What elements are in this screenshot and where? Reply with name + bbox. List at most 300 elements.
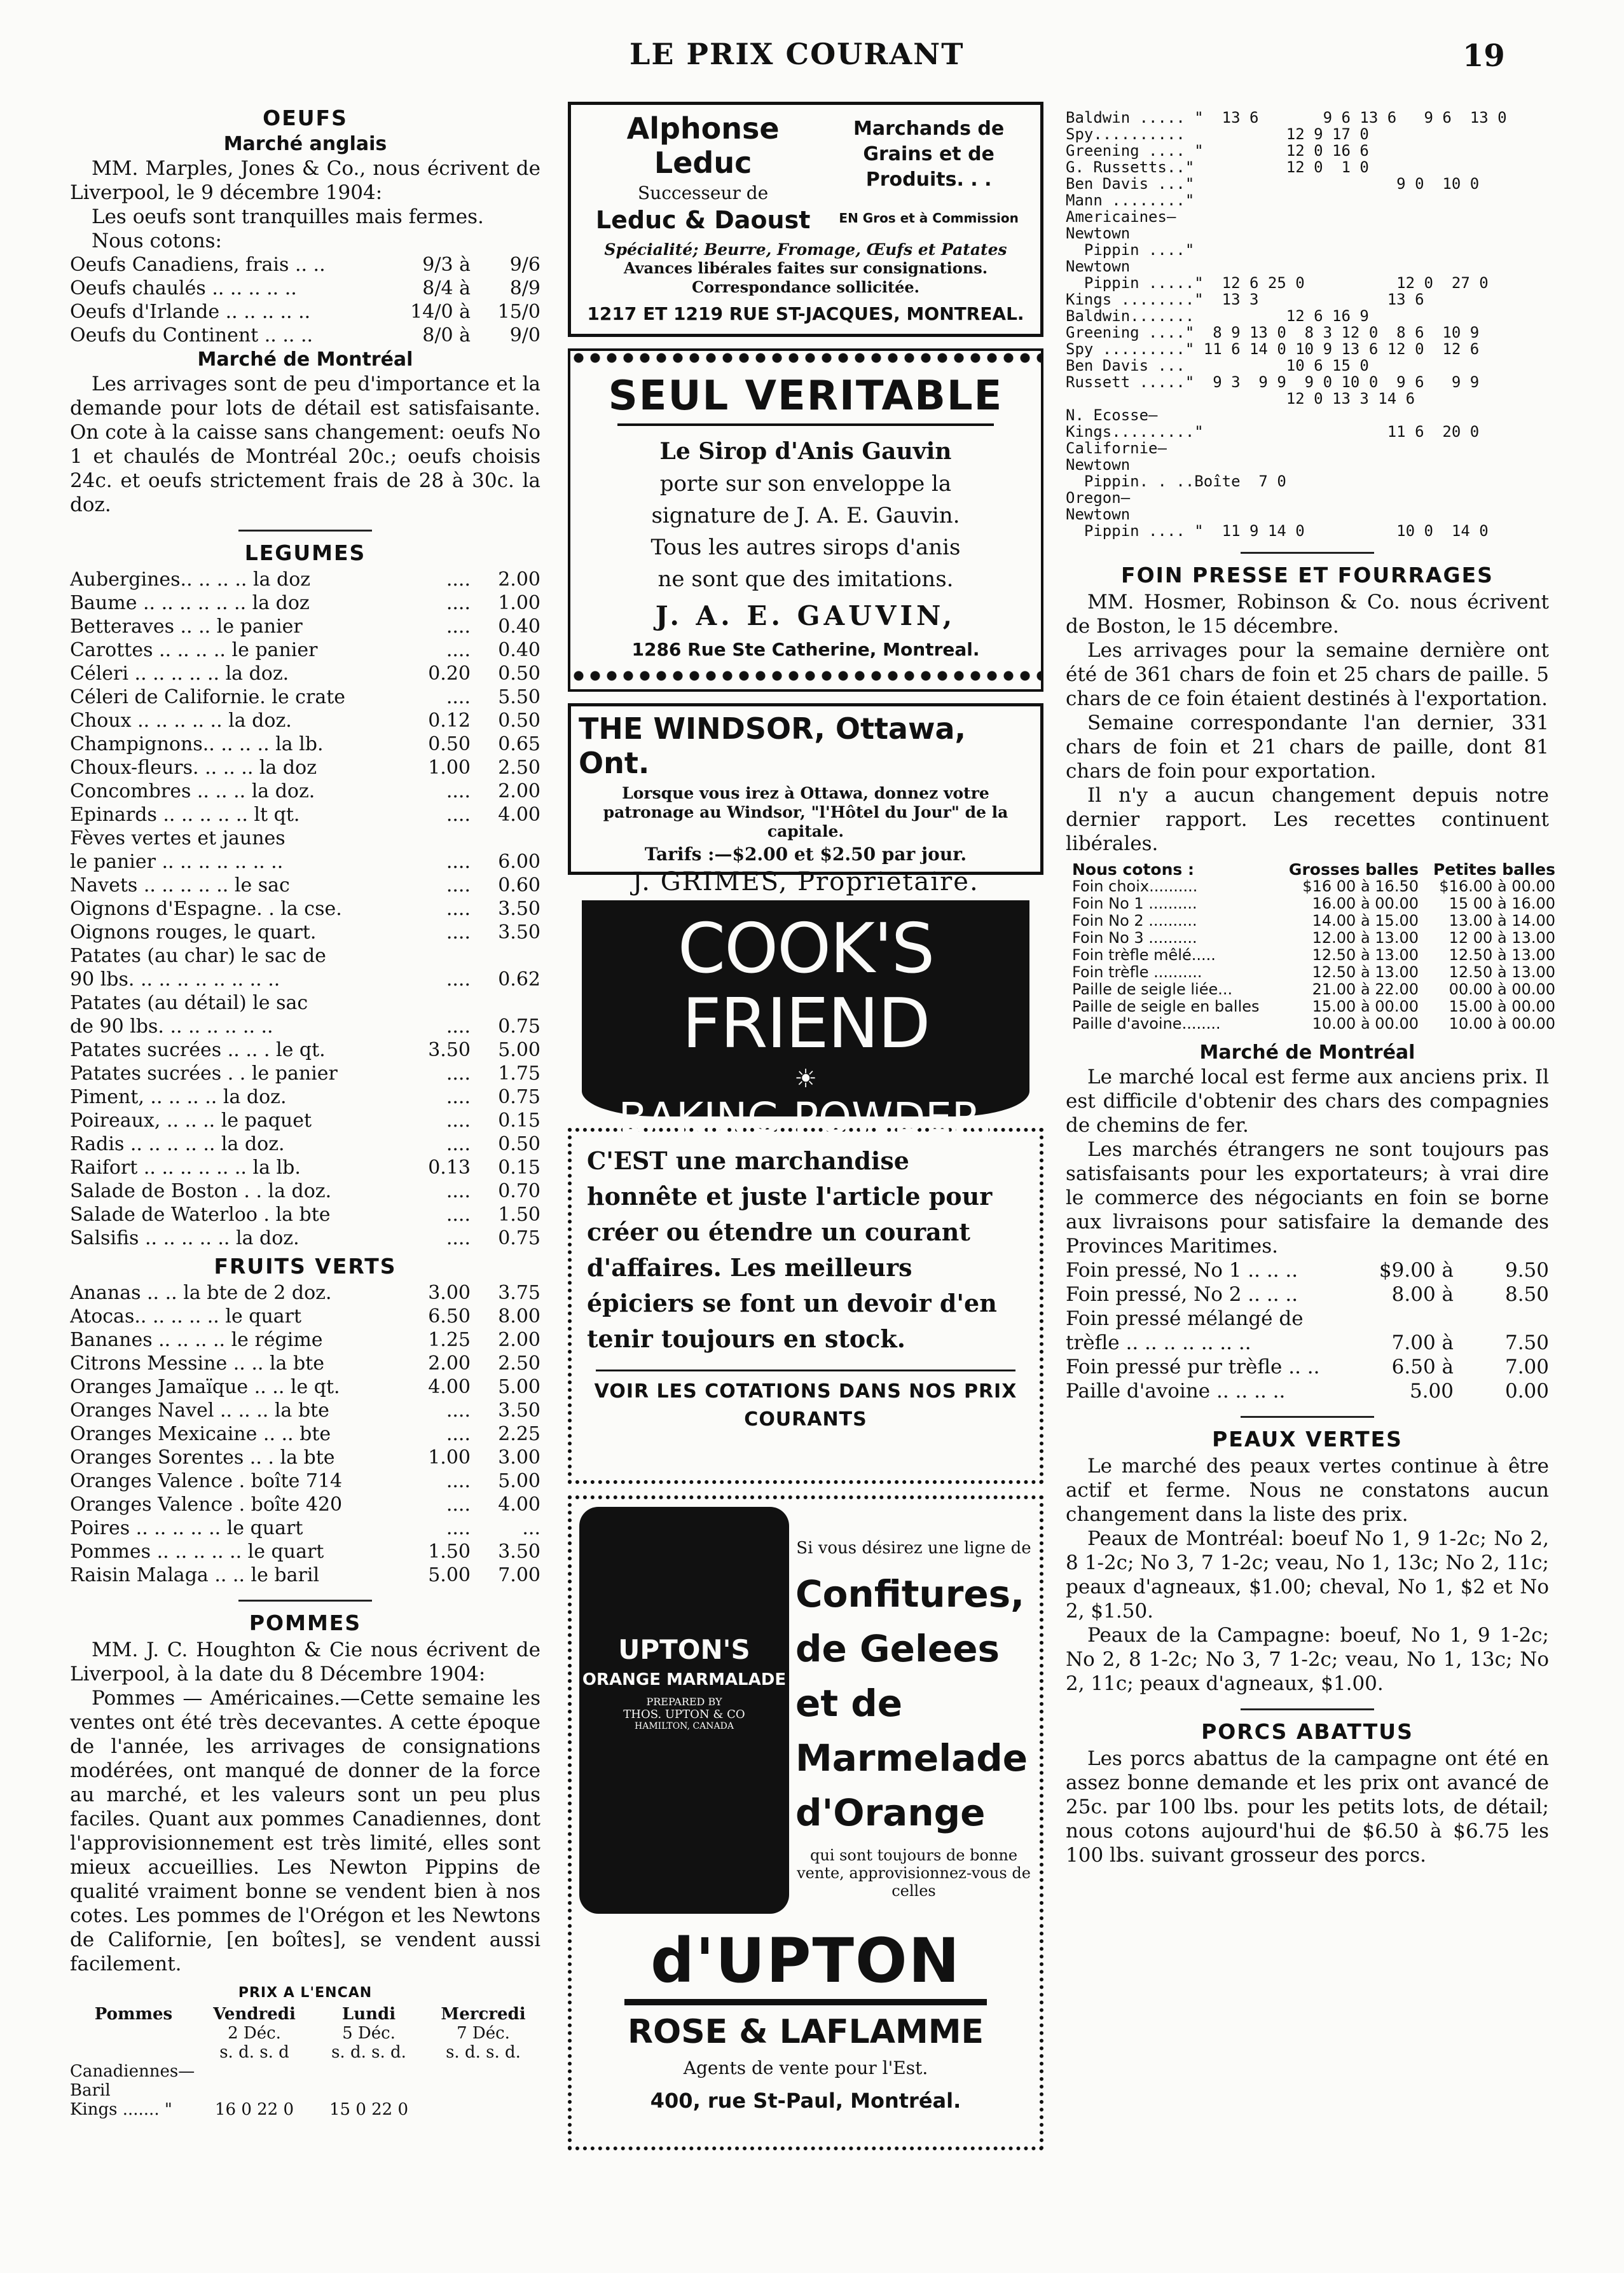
auction-title: PRIX A L'ENCAN bbox=[238, 1985, 373, 2001]
price-label: Poires .. .. .. .. .. le quart bbox=[70, 1517, 303, 1539]
apple-table-line: Americaines— bbox=[1066, 208, 1176, 226]
price-value: 2.50 bbox=[498, 757, 540, 779]
apple-table-line: Newtown bbox=[1066, 505, 1131, 523]
price-value: 0.20 bbox=[428, 663, 471, 685]
price-label: Oignons d'Espagne. . la cse. bbox=[70, 898, 342, 920]
montreal-hay-list bbox=[1066, 1258, 1549, 1403]
price-row bbox=[70, 1493, 540, 1516]
price-row bbox=[70, 779, 540, 803]
price-value: .... bbox=[446, 568, 471, 591]
paragraph: Semaine correspondante l'an dernier, 331 chars de foin et 21 chars de paille, dont 81 chars de foin pour exportation. bbox=[1066, 711, 1549, 783]
price-value: .... bbox=[446, 1204, 471, 1226]
price-label: Salsifis .. .. .. .. .. la doz. bbox=[70, 1227, 299, 1249]
ad-gauvin-line: ne sont que des imitations. bbox=[657, 567, 954, 592]
apple-table-line: Mann ........" bbox=[1066, 191, 1195, 209]
price-row bbox=[70, 277, 540, 300]
price-row bbox=[1066, 1355, 1549, 1379]
price-label: Céleri .. .. .. .. .. la doz. bbox=[70, 663, 289, 685]
price-value: 6.50 à bbox=[1391, 1356, 1454, 1378]
price-row bbox=[70, 732, 540, 756]
ornament-border bbox=[570, 669, 1041, 683]
hay-cell: 12.50 à 13.00 bbox=[1449, 946, 1555, 964]
price-value: .... bbox=[446, 1086, 471, 1108]
apple-table-line: Pippin. . ..Boîte 7 0 bbox=[1066, 472, 1286, 490]
auction-table bbox=[70, 2005, 540, 2119]
hay-cell: Paille d'avoine........ bbox=[1072, 1015, 1221, 1033]
apple-price-table bbox=[1066, 109, 1549, 539]
ad-upton-line: qui sont toujours de bonne vente, approvisionnez-vous de celles bbox=[797, 1846, 1031, 1900]
price-label: Oranges Mexicaine .. .. bte bbox=[70, 1423, 331, 1445]
jar-label: ORANGE MARMALADE bbox=[582, 1670, 787, 1689]
price-label: Patates (au détail) le sac bbox=[70, 992, 308, 1014]
price-row bbox=[70, 1305, 540, 1328]
auction-cell: s. d. s. d bbox=[219, 2043, 289, 2062]
ad-cooks-text bbox=[568, 1128, 1043, 1484]
price-value: 0.62 bbox=[498, 968, 540, 991]
apple-table-line: G. Russetts.." 12 0 1 0 bbox=[1066, 158, 1369, 176]
paragraph: Il n'y a aucun changement depuis notre dernier rapport. Les recettes continuent libérales. bbox=[1066, 784, 1549, 855]
auction-cell: 5 Déc. bbox=[342, 2024, 396, 2043]
price-row bbox=[70, 253, 540, 277]
apple-table-line: Baldwin ..... " 13 6 9 6 13 6 9 6 13 0 bbox=[1066, 109, 1507, 127]
ad-cooks-friend-logo bbox=[582, 900, 1029, 1143]
ad-leduc-trade: Marchands de Grains et de Produits. . . bbox=[853, 118, 1005, 191]
auction-cell: Canadiennes—Baril bbox=[70, 2062, 195, 2100]
auction-cell: s. d. s. d. bbox=[331, 2043, 406, 2062]
price-value: 4.00 bbox=[498, 804, 540, 826]
price-row bbox=[70, 1375, 540, 1399]
ad-upton-agent: ROSE & LAFLAMME bbox=[627, 2013, 984, 2051]
ad-upton-agent-note: Agents de vente pour l'Est. bbox=[683, 2057, 928, 2078]
price-label: Poireaux, .. .. .. le paquet bbox=[70, 1109, 312, 1132]
ad-windsor-title: THE WINDSOR, Ottawa, Ont. bbox=[579, 711, 966, 780]
marmalade-jar-image bbox=[579, 1507, 789, 1914]
hay-cell: Foin No 3 .......... bbox=[1072, 929, 1197, 947]
hay-cell: Foin trèfle .......... bbox=[1072, 963, 1202, 981]
price-value: 8/4 à bbox=[422, 277, 471, 299]
price-row bbox=[70, 662, 540, 685]
hay-cell: Foin choix.......... bbox=[1072, 877, 1198, 895]
ad-upton-line: Marmelade bbox=[795, 1736, 1028, 1780]
price-label: Raifort .. .. .. .. .. .. la lb. bbox=[70, 1157, 301, 1179]
right-column bbox=[1066, 109, 1555, 1867]
auction-row bbox=[70, 2100, 540, 2119]
price-label: Choux .. .. .. .. .. la doz. bbox=[70, 710, 292, 732]
price-value: .... bbox=[446, 1517, 471, 1539]
price-value: 1.00 bbox=[498, 592, 540, 614]
apple-table-line: Greening .... " 12 0 16 6 bbox=[1066, 142, 1369, 160]
ad-gauvin-line: porte sur son enveloppe la bbox=[659, 471, 952, 497]
price-row bbox=[70, 1563, 540, 1587]
price-value: 2.00 bbox=[498, 568, 540, 591]
auction-cell bbox=[426, 2100, 540, 2119]
price-label: 90 lbs. .. .. .. .. .. .. .. .. bbox=[70, 968, 280, 991]
price-value: .... bbox=[446, 898, 471, 920]
auction-units-row bbox=[70, 2043, 540, 2062]
price-value bbox=[471, 991, 540, 1015]
divider bbox=[238, 530, 372, 532]
ad-upton-brand: d'UPTON bbox=[650, 1925, 961, 1996]
ad-upton-line: de Gelees bbox=[795, 1627, 1000, 1670]
price-value: 8/0 à bbox=[422, 324, 471, 347]
paragraph: Pommes — Américaines.—Cette semaine les ventes ont été très decevantes. A cette époque de l'année, les arrivages de consignations modérées, ont manqué de donner de la force au marché, et les valeurs sont un peu plus faciles. Quant aux pommes Canadiennes, dont l'approvisionnement est très limité, elles sont mieux accueillies. Les Newton Pippins de qualité vraiment bonne se vendent bien à nos cotes. Les pommes de l'Orégon et les Newtons de Californie, [en boîtes], se vendent aussi facilement. bbox=[70, 1687, 540, 1975]
price-row bbox=[70, 591, 540, 615]
price-value: 0.50 bbox=[498, 1133, 540, 1155]
jar-label: HAMILTON, CANADA bbox=[635, 1721, 734, 1731]
apple-table-line: Greening ...." 8 9 13 0 8 3 12 0 8 6 10 9 bbox=[1066, 324, 1480, 341]
apple-table-line: Pippin ....." 12 6 25 0 12 0 27 0 bbox=[1066, 274, 1489, 292]
apple-table-line: Pippin .... " 11 9 14 0 10 0 14 0 bbox=[1066, 522, 1489, 540]
hay-cell: 10.00 à 00.00 bbox=[1449, 1015, 1555, 1033]
price-value: 0.75 bbox=[498, 1086, 540, 1108]
price-label: Oranges Jamaïque .. .. le qt. bbox=[70, 1376, 340, 1398]
price-row bbox=[70, 1540, 540, 1563]
auction-cell bbox=[197, 2062, 312, 2100]
jar-label: UPTON'S bbox=[618, 1634, 750, 1665]
subtitle-marche-montreal: Marché de Montréal bbox=[197, 348, 413, 371]
price-row bbox=[70, 944, 540, 968]
hay-cell: 15.00 à 00.00 bbox=[1312, 998, 1419, 1015]
paragraph: Les porcs abattus de la campagne ont été en assez bonne demande et les prix ont avancé de 25c. par 100 lbs. pour les petits lots, de détail; nous cotons aujourd'hui de $6.50 à $6.75 les 100 lbs. suivant grosseur des porcs. bbox=[1066, 1747, 1549, 1867]
price-value: .... bbox=[446, 639, 471, 661]
price-value: 3.50 bbox=[498, 898, 540, 920]
price-row bbox=[70, 1422, 540, 1446]
paragraph: Les oeufs sont tranquilles mais fermes. bbox=[92, 205, 484, 228]
paragraph: Le marché local est ferme aux anciens prix. Il est difficile d'obtenir des chars des compagnies de chemins de fer. bbox=[1066, 1066, 1549, 1137]
price-value: .... bbox=[446, 874, 471, 896]
price-value: 3.00 bbox=[428, 1282, 471, 1304]
price-row bbox=[70, 968, 540, 991]
hay-cell: 14.00 à 15.00 bbox=[1312, 912, 1419, 930]
hay-cell: Foin trèfle mêlé..... bbox=[1072, 946, 1216, 964]
price-value: ... bbox=[522, 1517, 540, 1539]
apple-table-line: Newtown bbox=[1066, 258, 1131, 275]
ad-windsor-tarif: Tarifs :—$2.00 et $2.50 par jour. bbox=[644, 844, 967, 865]
hay-col: Grosses balles bbox=[1288, 860, 1419, 879]
ad-leduc-firm: Leduc & Daoust bbox=[595, 206, 811, 234]
price-row bbox=[1066, 1379, 1549, 1403]
hay-col: Petites balles bbox=[1433, 860, 1555, 879]
ad-leduc-corr: Correspondance sollicitée. bbox=[691, 278, 920, 296]
price-label: Patates sucrées . . le panier bbox=[70, 1062, 338, 1085]
price-value: .... bbox=[446, 1133, 471, 1155]
ad-upton-addr: 400, rue St-Paul, Montréal. bbox=[650, 2089, 961, 2113]
price-value: .... bbox=[446, 686, 471, 708]
price-value: 1.00 bbox=[428, 1446, 471, 1469]
price-value bbox=[1454, 1307, 1549, 1331]
paragraph: Nous cotons: bbox=[92, 230, 222, 252]
hay-cell: Foin No 2 .......... bbox=[1072, 912, 1197, 930]
apple-table-line: Ben Davis ... 10 6 15 0 bbox=[1066, 357, 1369, 374]
apple-table-line: Oregon— bbox=[1066, 489, 1131, 507]
price-value: 9/0 bbox=[509, 324, 540, 347]
price-row bbox=[70, 756, 540, 779]
ad-leduc-right bbox=[826, 111, 1031, 226]
auction-row bbox=[70, 2062, 540, 2100]
price-value bbox=[1352, 1307, 1454, 1331]
price-label: Oignons rouges, le quart. bbox=[70, 921, 317, 944]
hay-cell: $16 00 à 16.50 bbox=[1302, 877, 1419, 895]
hay-col: Nous cotons : bbox=[1072, 860, 1194, 879]
price-value: 3.50 bbox=[498, 1399, 540, 1422]
price-value: 4.00 bbox=[428, 1376, 471, 1398]
auction-header-row bbox=[70, 2005, 540, 2024]
ad-leduc-adv: Avances libérales faites sur consignations. bbox=[623, 259, 988, 277]
price-row bbox=[70, 1038, 540, 1062]
hay-row bbox=[1072, 963, 1555, 981]
price-value: 6.50 bbox=[428, 1305, 471, 1328]
price-value: .... bbox=[446, 1227, 471, 1249]
paragraph: Le marché des peaux vertes continue à être actif et ferme. Nous ne constatons aucun changement dans la liste des prix. bbox=[1066, 1455, 1549, 1526]
sunburst-icon: ☀ bbox=[794, 1064, 817, 1094]
price-value: 0.13 bbox=[428, 1157, 471, 1179]
price-value: .... bbox=[446, 968, 471, 991]
price-label: Fèves vertes et jaunes bbox=[70, 827, 286, 849]
auction-cell: 7 Déc. bbox=[457, 2024, 510, 2043]
hay-cell: 12.50 à 13.00 bbox=[1312, 963, 1419, 981]
hay-row bbox=[1072, 980, 1555, 998]
price-row bbox=[70, 709, 540, 732]
ad-gauvin-title: SEUL VERITABLE bbox=[608, 373, 1003, 420]
price-label: Foin pressé mélangé de bbox=[1066, 1307, 1304, 1330]
price-row bbox=[70, 568, 540, 591]
section-title-fruits: FRUITS VERTS bbox=[214, 1254, 397, 1279]
price-value: 1.75 bbox=[498, 1062, 540, 1085]
price-label: Foin pressé, No 1 .. .. .. bbox=[1066, 1259, 1298, 1282]
price-row bbox=[70, 1085, 540, 1109]
auction-cell: s. d. s. d. bbox=[446, 2043, 521, 2062]
hay-cell: 12 00 à 13.00 bbox=[1449, 929, 1555, 947]
price-value: 5.00 bbox=[1409, 1380, 1454, 1403]
price-row bbox=[70, 1328, 540, 1352]
price-value: 5.00 bbox=[428, 1564, 471, 1586]
price-label: Concombres .. .. .. la doz. bbox=[70, 780, 315, 802]
auction-cell bbox=[70, 2024, 197, 2043]
price-label: Citrons Messine .. .. la bte bbox=[70, 1352, 324, 1375]
oeufs-price-list bbox=[70, 253, 540, 347]
price-value: .... bbox=[446, 921, 471, 944]
price-value: 1.50 bbox=[428, 1541, 471, 1563]
subtitle-marche-anglais: Marché anglais bbox=[223, 133, 387, 155]
ad-upton-top bbox=[579, 1507, 1032, 1914]
hay-cell: 16.00 à 00.00 bbox=[1312, 895, 1419, 912]
section-title-porcs: PORCS ABATTUS bbox=[1201, 1719, 1414, 1744]
divider bbox=[617, 423, 994, 426]
price-value: 1.00 bbox=[428, 757, 471, 779]
hay-cell: 00.00 à 00.00 bbox=[1449, 980, 1555, 998]
price-label: Paille d'avoine .. .. .. .. bbox=[1066, 1380, 1286, 1403]
price-label: Oranges Valence . boîte 714 bbox=[70, 1470, 343, 1492]
divider bbox=[238, 1600, 372, 1602]
price-value: 0.75 bbox=[498, 1227, 540, 1249]
price-value: .... bbox=[446, 851, 471, 873]
auction-dates-row bbox=[70, 2024, 540, 2043]
price-value: .... bbox=[446, 1109, 471, 1132]
price-value: 8.50 bbox=[1504, 1283, 1549, 1306]
price-label: Oeufs d'Irlande .. .. .. .. .. bbox=[70, 301, 311, 323]
auction-cell: 15 0 22 0 bbox=[329, 2100, 409, 2119]
price-value bbox=[401, 827, 471, 850]
hay-cell: 15.00 à 00.00 bbox=[1449, 998, 1555, 1015]
price-value: .... bbox=[446, 1062, 471, 1085]
auction-col: Vendredi bbox=[213, 2005, 296, 2024]
ad-upton-line: Confitures, bbox=[795, 1572, 1025, 1616]
auction-cell bbox=[312, 2062, 426, 2100]
middle-column-ads bbox=[568, 102, 1043, 2162]
auction-col: Lundi bbox=[341, 2005, 396, 2024]
auction-col: Mercredi bbox=[441, 2005, 526, 2024]
price-value: 2.00 bbox=[498, 1329, 540, 1351]
ad-leduc-gros: EN Gros et à Commission bbox=[839, 210, 1019, 226]
ad-leduc-left bbox=[580, 111, 826, 234]
hay-cell: 12.00 à 13.00 bbox=[1312, 929, 1419, 947]
ad-leduc-top bbox=[580, 111, 1031, 234]
price-label: Oranges Valence . boîte 420 bbox=[70, 1494, 343, 1516]
price-value: 7.50 bbox=[1504, 1331, 1549, 1354]
price-row bbox=[70, 1109, 540, 1132]
hay-row bbox=[1072, 929, 1555, 947]
apple-table-line: Baldwin....... 12 6 16 9 bbox=[1066, 307, 1369, 325]
apple-table-line: Kings........." 11 6 20 0 bbox=[1066, 423, 1480, 441]
legumes-price-list bbox=[70, 568, 540, 1250]
price-value: 8/9 bbox=[509, 277, 540, 299]
auction-cell bbox=[426, 2062, 540, 2100]
price-row bbox=[70, 1226, 540, 1250]
apple-table-line: Californie— bbox=[1066, 439, 1167, 457]
price-row bbox=[70, 827, 540, 850]
ad-windsor bbox=[568, 703, 1043, 896]
ad-leduc bbox=[568, 102, 1043, 337]
paragraph: Peaux de Montréal: boeuf No 1, 9 1-2c; No 2, 8 1-2c; No 3, 7 1-2c; veau, No 1, 13c; No 2, 11c; peaux d'agneaux, $1.00; cheval, No 1, $2 et No 2, $1.50. bbox=[1066, 1527, 1549, 1623]
price-label: Bananes .. .. .. .. le régime bbox=[70, 1329, 323, 1351]
price-row bbox=[70, 921, 540, 944]
price-row bbox=[70, 1132, 540, 1156]
ad-gauvin-addr: 1286 Rue Ste Catherine, Montreal. bbox=[631, 639, 980, 660]
price-value: 5.00 bbox=[498, 1039, 540, 1061]
price-value: 0.00 bbox=[1504, 1380, 1549, 1403]
ornament-border bbox=[570, 351, 1041, 365]
apple-table-line: 12 0 13 3 14 6 bbox=[1066, 390, 1415, 408]
price-value: $9.00 à bbox=[1379, 1259, 1454, 1282]
paragraph: MM. J. C. Houghton & Cie nous écrivent de Liverpool, à la date du 8 Décembre 1904: bbox=[70, 1638, 540, 1686]
price-value: 7.00 bbox=[498, 1564, 540, 1586]
price-value: 0.70 bbox=[498, 1180, 540, 1202]
price-value: 0.75 bbox=[498, 1015, 540, 1038]
price-label: Salade de Waterloo . la bte bbox=[70, 1204, 331, 1226]
hay-cell: 15 00 à 16.00 bbox=[1449, 895, 1555, 912]
price-row bbox=[70, 300, 540, 324]
ad-leduc-spec: Spécialité; Beurre, Fromage, Œufs et Patates bbox=[604, 240, 1007, 259]
ad-windsor-prop: J. GRIMES, Proprietaire. bbox=[632, 867, 979, 896]
hay-cell: 13.00 à 14.00 bbox=[1449, 912, 1555, 930]
ad-upton bbox=[568, 1495, 1043, 2150]
hay-header-row bbox=[1072, 860, 1555, 879]
price-label: Baume .. .. .. .. .. .. la doz bbox=[70, 592, 310, 614]
paragraph: MM. Hosmer, Robinson & Co. nous écrivent de Boston, le 15 décembre. bbox=[1066, 591, 1549, 638]
price-row bbox=[70, 1399, 540, 1422]
price-label: Oranges Sorentes .. . la bte bbox=[70, 1446, 335, 1469]
apple-table-line: Spy ........." 11 6 14 0 10 9 13 6 12 0 12 6 bbox=[1066, 340, 1480, 358]
price-value: .... bbox=[446, 1180, 471, 1202]
ad-leduc-name: Alphonse Leduc bbox=[626, 111, 780, 180]
price-value: 0.40 bbox=[498, 639, 540, 661]
price-value: 5.00 bbox=[498, 1376, 540, 1398]
ad-gauvin-signature: J. A. E. GAUVIN, bbox=[655, 600, 956, 631]
hay-row bbox=[1072, 1015, 1555, 1033]
price-label: Foin pressé, No 2 .. .. .. bbox=[1066, 1283, 1298, 1306]
ad-upton-line: Si vous désirez une ligne de bbox=[796, 1539, 1031, 1558]
price-value: 4.00 bbox=[498, 1494, 540, 1516]
price-value: 0.40 bbox=[498, 615, 540, 638]
price-value: 2.00 bbox=[428, 1352, 471, 1375]
price-value: 9/6 bbox=[509, 254, 540, 276]
price-value: 1.25 bbox=[428, 1329, 471, 1351]
section-title-oeufs: OEUFS bbox=[263, 106, 348, 130]
ad-leduc-succ: Successeur de bbox=[637, 182, 769, 203]
apple-table-line: N. Ecosse— bbox=[1066, 406, 1158, 424]
price-value: 0.50 bbox=[428, 733, 471, 755]
auction-col: Pommes bbox=[94, 2005, 173, 2024]
ad-gauvin-line: Tous les autres sirops d'anis bbox=[650, 535, 961, 560]
price-value: .... bbox=[446, 1470, 471, 1492]
price-label: Betteraves .. .. le panier bbox=[70, 615, 303, 638]
paragraph: Les arrivages pour la semaine dernière ont été de 361 chars de foin et 25 chars de paille. 5 chars de ce foin étaient destinés à l'exportation. bbox=[1066, 639, 1549, 710]
ad-cooks-body: C'EST une marchandise honnête et juste l'article pour créer ou étendre un courant d'affaires. Les meilleurs épiciers se font un devoir d'en tenir toujours en stock. bbox=[587, 1146, 997, 1353]
price-value bbox=[401, 944, 471, 968]
price-row bbox=[1066, 1331, 1549, 1355]
price-label: Pommes .. .. .. .. .. le quart bbox=[70, 1541, 324, 1563]
price-label: Raisin Malaga .. .. le baril bbox=[70, 1564, 320, 1586]
price-label: Patates sucrées .. .. . le qt. bbox=[70, 1039, 326, 1061]
ad-upton-line: d'Orange bbox=[795, 1791, 986, 1834]
price-label: Choux-fleurs. .. .. .. la doz bbox=[70, 757, 317, 779]
price-label: le panier .. .. .. .. .. .. .. bbox=[70, 851, 284, 873]
price-value: 2.25 bbox=[498, 1423, 540, 1445]
apple-table-line: Newtown bbox=[1066, 224, 1131, 242]
price-row bbox=[70, 1179, 540, 1203]
subtitle-marche-montreal: Marché de Montréal bbox=[1199, 1041, 1415, 1064]
price-value: 2.50 bbox=[498, 1352, 540, 1375]
ad-cooks-subtitle: BAKING POWDER. bbox=[618, 1094, 993, 1143]
price-value: 9.50 bbox=[1504, 1259, 1549, 1282]
price-value: 15/0 bbox=[497, 301, 540, 323]
price-row bbox=[70, 1516, 540, 1540]
price-label: Oranges Navel .. .. .. la bte bbox=[70, 1399, 329, 1422]
ad-cooks-title: COOK'S FRIEND bbox=[677, 909, 934, 1064]
price-value: 0.65 bbox=[498, 733, 540, 755]
price-row bbox=[70, 615, 540, 638]
apple-table-line: Russett ....." 9 3 9 9 9 0 10 0 9 6 9 9 bbox=[1066, 373, 1480, 391]
price-label: Céleri de Californie. le crate bbox=[70, 686, 346, 708]
page-number: 19 bbox=[1462, 38, 1505, 74]
price-value: .... bbox=[446, 1399, 471, 1422]
price-row bbox=[70, 850, 540, 874]
auction-cell: 16 0 22 0 bbox=[214, 2100, 294, 2119]
apple-table-line: Kings ........" 13 3 13 6 bbox=[1066, 291, 1424, 308]
price-value: .... bbox=[446, 1494, 471, 1516]
paragraph: Les arrivages sont de peu d'importance et la demande pour lots de détail est satisfaisante. On cote à la caisse sans changement: oeufs No 1 et chaulés de Montréal 20c.; oeufs choisis 24c. et oeufs strictement frais de 28 à 30c. la doz. bbox=[70, 373, 540, 516]
price-label: Oeufs du Continent .. .. .. bbox=[70, 324, 313, 347]
hay-row bbox=[1072, 895, 1555, 912]
price-value: 0.15 bbox=[498, 1157, 540, 1179]
price-row bbox=[70, 1352, 540, 1375]
hay-cell: 12.50 à 13.00 bbox=[1449, 963, 1555, 981]
price-label: Patates (au char) le sac de bbox=[70, 945, 326, 967]
page-header bbox=[0, 0, 1624, 83]
left-column bbox=[70, 102, 540, 2119]
hay-row bbox=[1072, 877, 1555, 895]
price-label: Foin pressé pur trèfle .. .. bbox=[1066, 1356, 1320, 1378]
